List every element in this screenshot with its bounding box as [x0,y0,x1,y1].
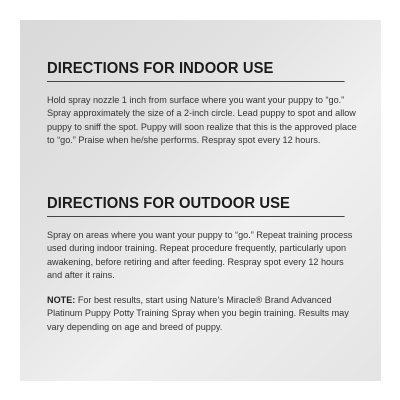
indoor-directions-section [47,60,357,147]
note-text: For best results, start using Nature’s Miracle® Brand Advanced Platinum Puppy Potty Training Spray when you begin training. Results may vary depending on age and breed of puppy. [47,295,349,332]
outdoor-directions-section [47,195,357,334]
note-label: NOTE: [47,295,76,306]
indoor-directions-text: Hold spray nozzle 1 inch from surface where you want your puppy to “go.” Spray approximately the size of a 2-inch circle. Lead puppy to spot and allow puppy to sniff the spot. Puppy will soon realize that this is the approved place to “go.” Praise when he/she performs. Respray spot every 12 hours. [47,95,357,145]
outdoor-directions-text: Spray on areas where you want your puppy to “go.” Repeat training process used during indoor training. Repeat procedure frequently, particularly upon awakening, before retiring and after feeding. Respray spot every 12 hours and after it rains. [47,230,353,280]
note-paragraph [47,294,357,334]
directions-panel [20,20,381,381]
outdoor-directions-heading: DIRECTIONS FOR OUTDOOR USE [47,195,345,217]
indoor-directions-heading: DIRECTIONS FOR INDOOR USE [47,60,345,82]
